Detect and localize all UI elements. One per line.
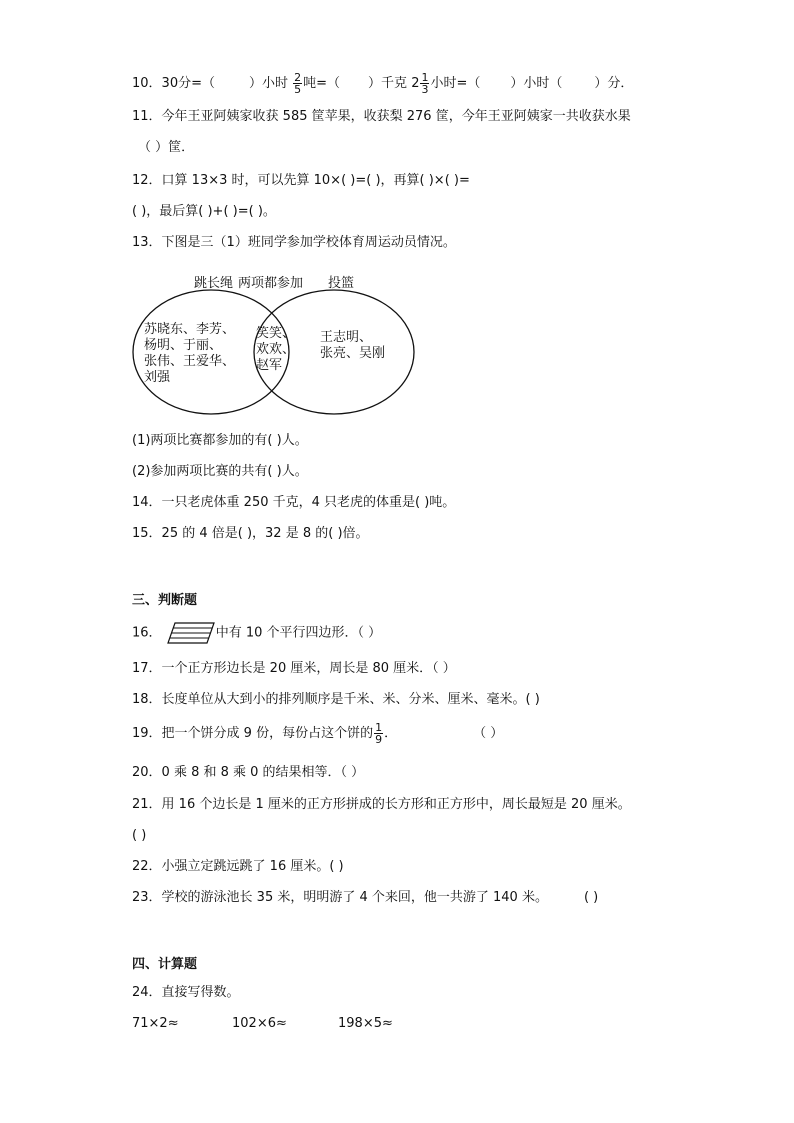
question-15: 15．25 的 4 倍是( )，32 是 8 的( )倍。 — [132, 526, 369, 541]
calc-item: 102×6≈ — [232, 1016, 287, 1031]
question-20: 20．0 乘 8 和 8 乘 0 的结果相等．（ ） — [132, 765, 365, 780]
question-21-line2: ( ) — [132, 828, 147, 843]
fraction-1-9: $\frac{1}{9}$ — [375, 721, 383, 746]
question-17: 17．一个正方形边长是 20 厘米，周长是 80 厘米．（ ） — [132, 661, 456, 676]
question-22: 22．小强立定跳远跳了 16 厘米。( ) — [132, 859, 344, 874]
names-basketball-only: 王志明、 张亮、吴刚 — [320, 330, 386, 361]
question-13: 13．下图是三（1）班同学参加学校体育周运动员情况。 — [132, 235, 456, 250]
question-11-line2: （ ）筐． — [138, 140, 195, 155]
fraction-1-3: $\frac{1}{3}$ — [421, 71, 429, 96]
venn-diagram — [128, 266, 428, 426]
question-19: 19．把一个饼分成 9 份，每份占这个饼的 $\frac{1}{9}$ ． （ ） — [132, 721, 504, 746]
question-18: 18．长度单位从大到小的排列顺序是千米、米、分米、厘米、毫米。( ) — [132, 692, 540, 707]
fraction-2-5: $\frac{2}{5}$ — [294, 71, 302, 96]
question-14: 14．一只老虎体重 250 千克，4 只老虎的体重是( )吨。 — [132, 495, 456, 510]
names-both: 笑笑、 欢欢、 赵军 — [256, 326, 296, 373]
label-jump-rope: 跳长绳 — [194, 276, 234, 291]
question-24: 24．直接写得数。 — [132, 985, 240, 1000]
calc-item: 198×5≈ — [338, 1016, 393, 1031]
question-21-line1: 21．用 16 个边长是 1 厘米的正方形拼成的长方形和正方形中，周长最短是 20 厘米。 — [132, 797, 631, 812]
question-13-sub1: (1)两项比赛都参加的有( )人。 — [132, 433, 308, 448]
section-4-title: 四、计算题 — [132, 957, 198, 972]
calc-item: 71×2≈ — [132, 1016, 179, 1031]
question-23: 23．学校的游泳池长 35 米，明明游了 4 个来回，他一共游了 140 米。 ( ) — [132, 890, 599, 905]
section-3-title: 三、判断题 — [132, 593, 198, 608]
question-12-line1: 12．口算 13×3 时，可以先算 10×( )=( )，再算( )×( )= — [132, 173, 470, 188]
names-jump-rope-only: 苏晓东、李芳、 杨明、于丽、 张伟、王爱华、 刘强 — [144, 322, 236, 385]
question-16: 16． 中有 10 个平行四边形．（ ） — [132, 622, 381, 644]
label-basketball: 投篮 — [328, 276, 355, 291]
question-11-line1: 11．今年王亚阿姨家收获 585 筐苹果，收获梨 276 筐，今年王亚阿姨家一共收获水果 — [132, 109, 631, 124]
label-both: 两项都参加 — [238, 276, 304, 291]
question-13-sub2: (2)参加两项比赛的共有( )人。 — [132, 464, 308, 479]
parallelogram-figure — [167, 622, 215, 644]
question-12-line2: ( )，最后算( )+( )=( )。 — [132, 204, 276, 219]
question-10: 10．30分=（ ）小时 $\frac{2}{5}$ 吨=（ ）千克 2 $\frac{1}{3}$ 小时=（ ）小时（ ）分． — [132, 71, 634, 96]
